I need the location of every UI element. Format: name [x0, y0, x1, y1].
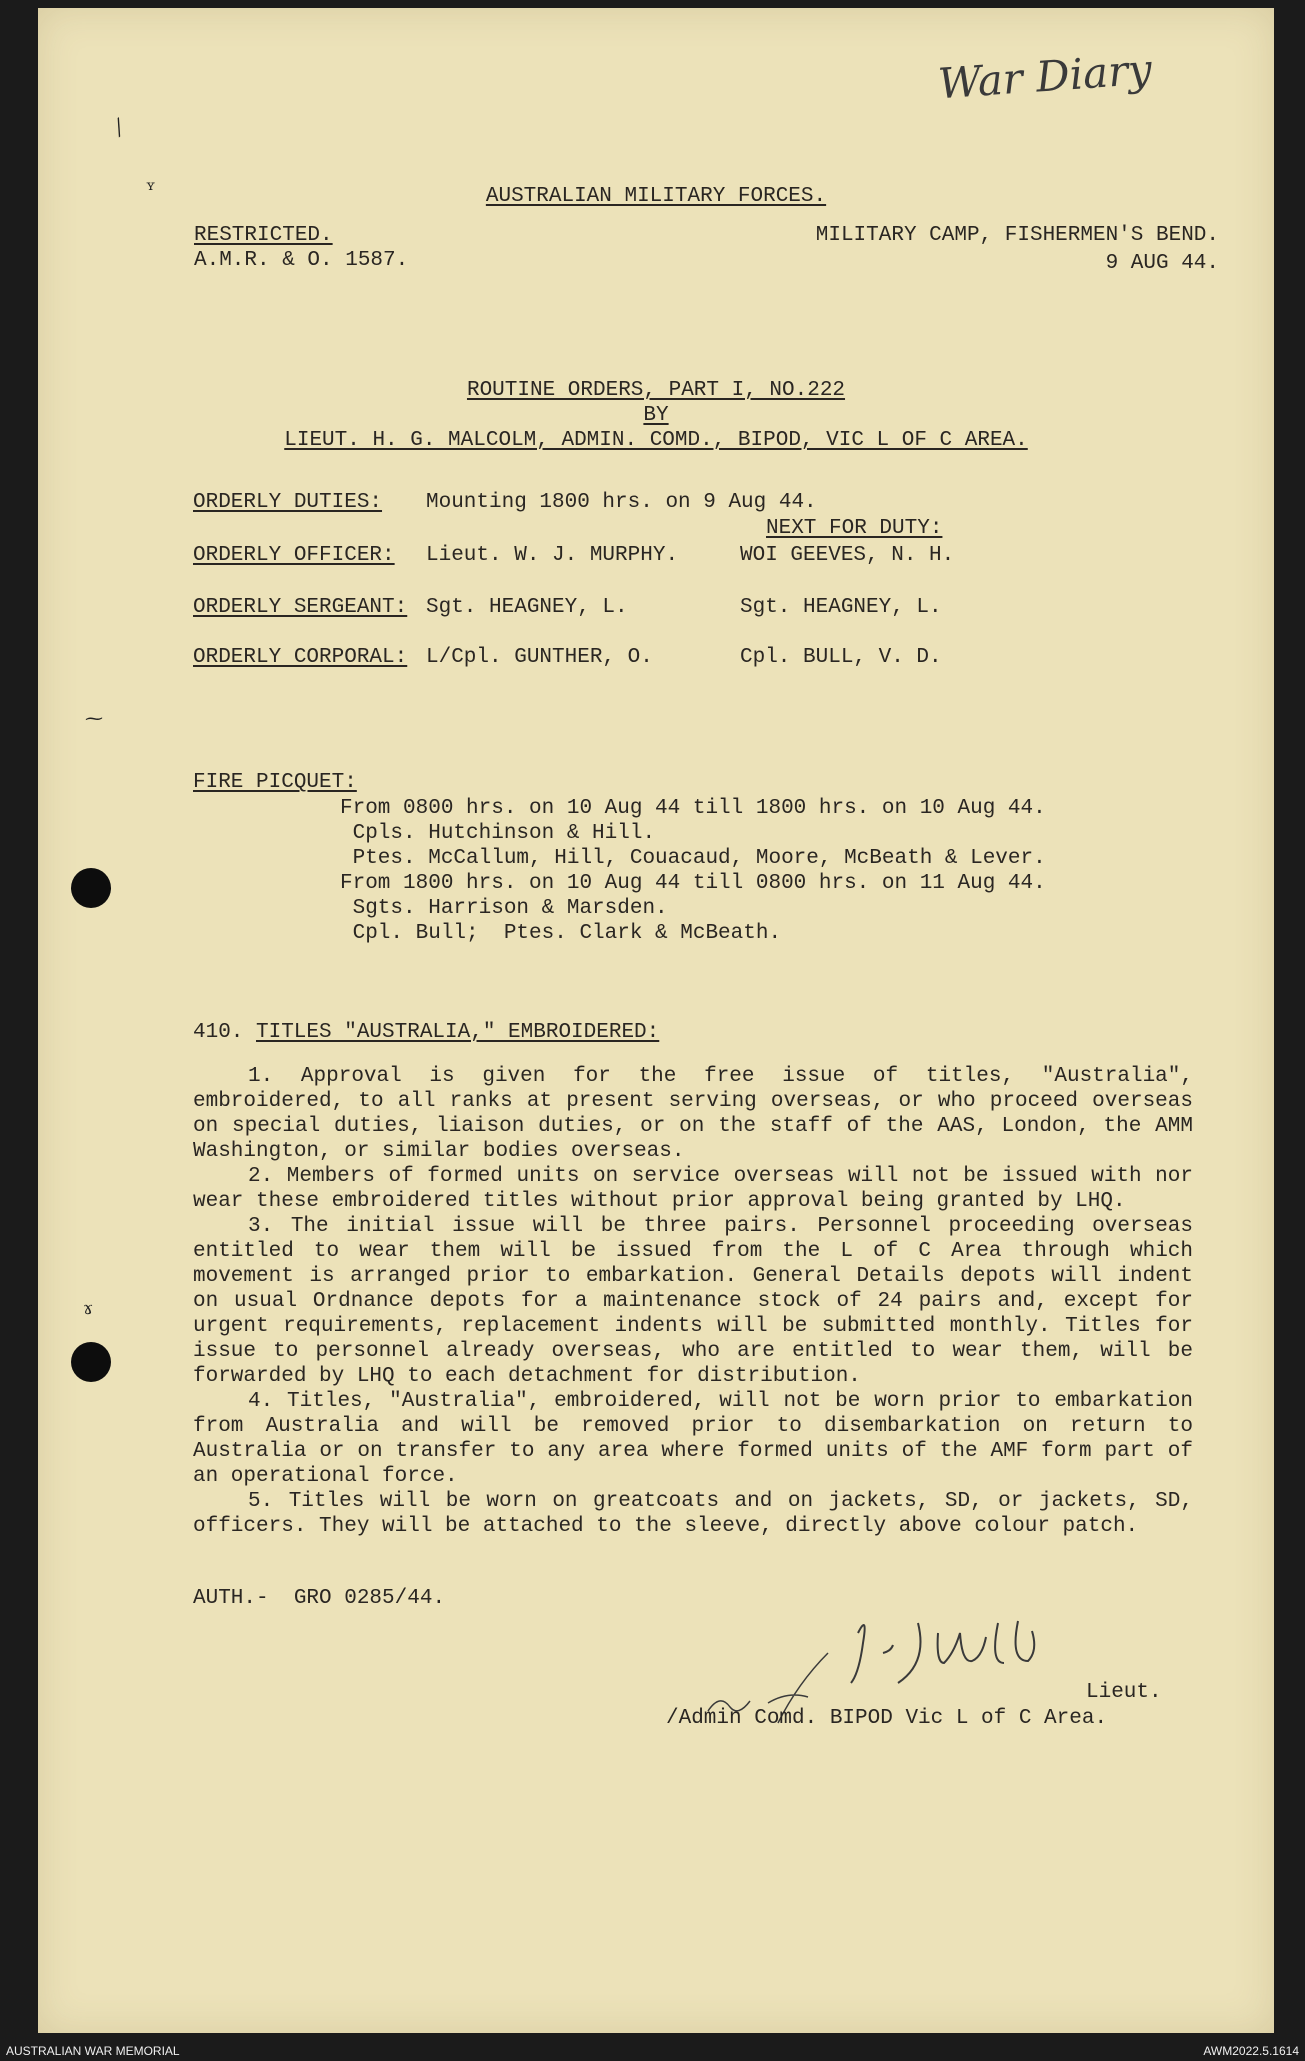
orderly-duties-label: ORDERLY DUTIES:	[193, 491, 383, 514]
staple-mark-top: ⁄	[111, 117, 129, 140]
title-by: BY	[643, 404, 669, 427]
duty-role: ORDERLY CORPORAL:	[193, 646, 408, 669]
duty-current: Lieut. W. J. MURPHY.	[426, 544, 679, 567]
order-paragraph: 2. Members of formed units on service overseas will not be issued with nor wear these embroidered titles without prior approval being granted by LHQ.	[193, 1165, 1193, 1213]
order-paragraph: 5. Titles will be worn on greatcoats and on jackets, SD, or jackets, SD, officers. They will be attached to the sleeve, directly above colour patch.	[193, 1490, 1193, 1538]
next-for-duty-label: NEXT FOR DUTY:	[766, 517, 943, 540]
order-paragraph: 3. The initial issue will be three pairs. Personnel proceeding overseas entitled to wear them will be issued from the L of C Area through which movement is arranged prior to embarkation. General Details depots will indent on usual Ordnance depots for a maintenance stock of 24 pairs and, except for urgent requirements, replacement indents will be submitted monthly. Titles for issue to personnel already overseas, who are entitled to wear them, will be forwarded by LHQ to each detachment for distribution.	[193, 1215, 1193, 1388]
punch-hole-lower	[71, 1342, 111, 1382]
fire-picquet-line: Ptes. McCallum, Hill, Couacaud, Moore, McBeath & Lever.	[340, 847, 1046, 870]
duty-next: Sgt. HEAGNEY, L.	[740, 596, 942, 619]
document-page	[38, 8, 1274, 2033]
duty-current: Sgt. HEAGNEY, L.	[426, 596, 628, 619]
order-paragraph: 1. Approval is given for the free issue of titles, "Australia", embroidered, to all ranks at present serving overseas, or who proceed overseas on special duties, liaison duties, or on the staff of the AAS, London, the AMM Washington, or similar bodies overseas.	[193, 1065, 1193, 1163]
staple-mark-mid: ⁓	[85, 708, 103, 729]
duty-next: Cpl. BULL, V. D.	[740, 646, 942, 669]
force-heading: AUSTRALIAN MILITARY FORCES.	[485, 185, 827, 208]
staple-mark-lower: ɤ	[83, 1298, 94, 1319]
signatory-appointment: /Admin Comd. BIPOD Vic L of C Area.	[666, 1707, 1108, 1730]
war-diary-annotation: War Diary	[936, 44, 1154, 109]
order-heading: TITLES "AUSTRALIA," EMBROIDERED:	[256, 1021, 660, 1044]
commander-line: LIEUT. H. G. MALCOLM, ADMIN. COMD., BIPOD, VIC L OF C AREA.	[284, 429, 1028, 452]
routine-orders-title: ROUTINE ORDERS, PART I, NO.222	[466, 379, 846, 402]
signatory-rank: Lieut.	[1086, 1681, 1162, 1704]
location: MILITARY CAMP, FISHERMEN'S BEND.	[815, 224, 1219, 247]
duty-role: ORDERLY OFFICER:	[193, 544, 395, 567]
fire-picquet-line: Cpls. Hutchinson & Hill.	[340, 822, 656, 845]
order-paragraph: 4. Titles, "Australia", embroidered, will not be worn prior to embarkation from Australia and will be removed prior to disembarkation on return to Australia or on transfer to any area where formed units of the AMF form part of an operational force.	[193, 1390, 1193, 1488]
fire-picquet-line: From 1800 hrs. on 10 Aug 44 till 0800 hrs. on 11 Aug 44.	[340, 872, 1046, 895]
duty-current: L/Cpl. GUNTHER, O.	[426, 646, 653, 669]
authority-reference: AUTH.- GRO 0285/44.	[193, 1587, 446, 1610]
mounting-time: Mounting 1800 hrs. on 9 Aug 44.	[426, 491, 817, 514]
fire-picquet-line: Cpl. Bull; Ptes. Clark & McBeath.	[340, 922, 782, 945]
duty-role: ORDERLY SERGEANT:	[193, 596, 408, 619]
fire-picquet-line: Sgts. Harrison & Marsden.	[340, 897, 668, 920]
classification: RESTRICTED.	[194, 224, 333, 247]
punch-hole-upper	[71, 868, 111, 908]
fire-picquet-line: From 0800 hrs. on 10 Aug 44 till 1800 hrs. on 10 Aug 44.	[340, 797, 1046, 820]
reference-number: A.M.R. & O. 1587.	[194, 249, 409, 272]
staple-mark-small: ʏ	[146, 178, 156, 194]
order-number: 410.	[193, 1021, 244, 1044]
archive-footer	[0, 2033, 1305, 2061]
archive-reference: AWM2022.5.1614	[1203, 2044, 1299, 2058]
fire-picquet-label: FIRE PICQUET:	[193, 771, 357, 794]
archive-name: AUSTRALIAN WAR MEMORIAL	[6, 2044, 180, 2058]
order-date: 9 AUG 44.	[1105, 252, 1219, 275]
duty-next: WOI GEEVES, N. H.	[740, 544, 955, 567]
